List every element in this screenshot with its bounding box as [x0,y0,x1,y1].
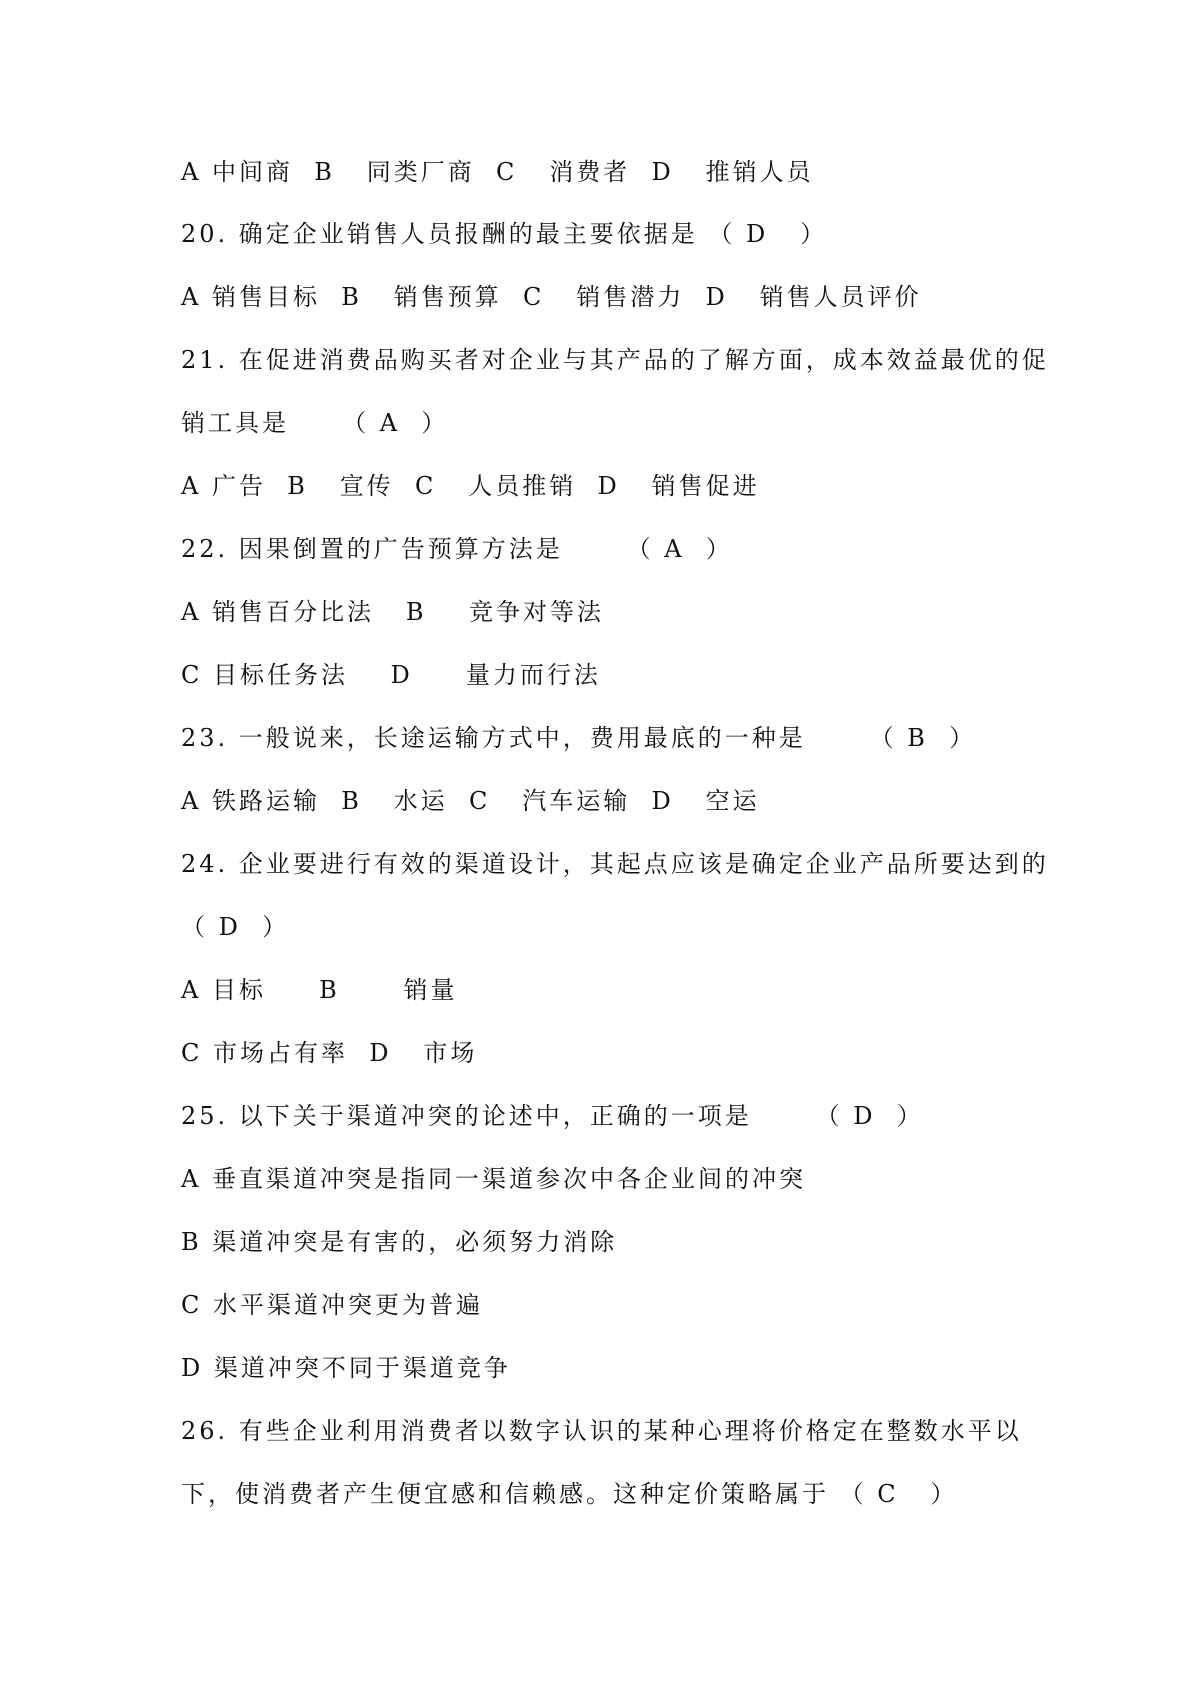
text-line: 20. 确定企业销售人员报酬的最主要依据是 （ D ） [181,220,828,248]
text-line: B 渠道冲突是有害的，必须努力消除 [181,1228,618,1256]
text-line: 21. 在促进消费品购买者对企业与其产品的了解方面，成本效益最优的促 [181,346,1049,374]
text-line: （ D ） [181,913,290,941]
text-line: A 广告 B 宣传 C 人员推销 D 销售促进 [181,472,760,500]
text-line: A 铁路运输 B 水运 C 汽车运输 D 空运 [181,787,760,815]
text-line: 23. 一般说来，长途运输方式中，费用最底的一种是 （ B ） [181,724,977,752]
text-line: 25. 以下关于渠道冲突的论述中，正确的一项是 （ D ） [181,1102,924,1130]
text-line: A 销售目标 B 销售预算 C 销售潜力 D 销售人员评价 [181,283,922,311]
text-line: C 水平渠道冲突更为普遍 [181,1291,483,1319]
text-line: 26. 有些企业利用消费者以数字认识的某种心理将价格定在整数水平以 [181,1417,1022,1445]
text-line: 下，使消费者产生便宜感和信赖感。这种定价策略属于 （ C ） [181,1480,958,1508]
text-line: A 目标 B 销量 [181,976,458,1004]
text-line: 24. 企业要进行有效的渠道设计，其起点应该是确定企业产品所要达到的 [181,850,1049,878]
text-line: A 销售百分比法 B 竞争对等法 [181,598,604,626]
text-line: 22. 因果倒置的广告预算方法是 （ A ） [181,535,733,563]
text-line: C 市场占有率 D 市场 [181,1039,478,1067]
text-line: 销工具是 （ A ） [181,409,449,437]
text-line: A 中间商 B 同类厂商 C 消费者 D 推销人员 [181,158,814,186]
text-line: D 渠道冲突不同于渠道竞争 [181,1354,511,1382]
text-line: A 垂直渠道冲突是指同一渠道参次中各企业间的冲突 [181,1165,806,1193]
text-line: C 目标任务法 D 量力而行法 [181,661,601,689]
